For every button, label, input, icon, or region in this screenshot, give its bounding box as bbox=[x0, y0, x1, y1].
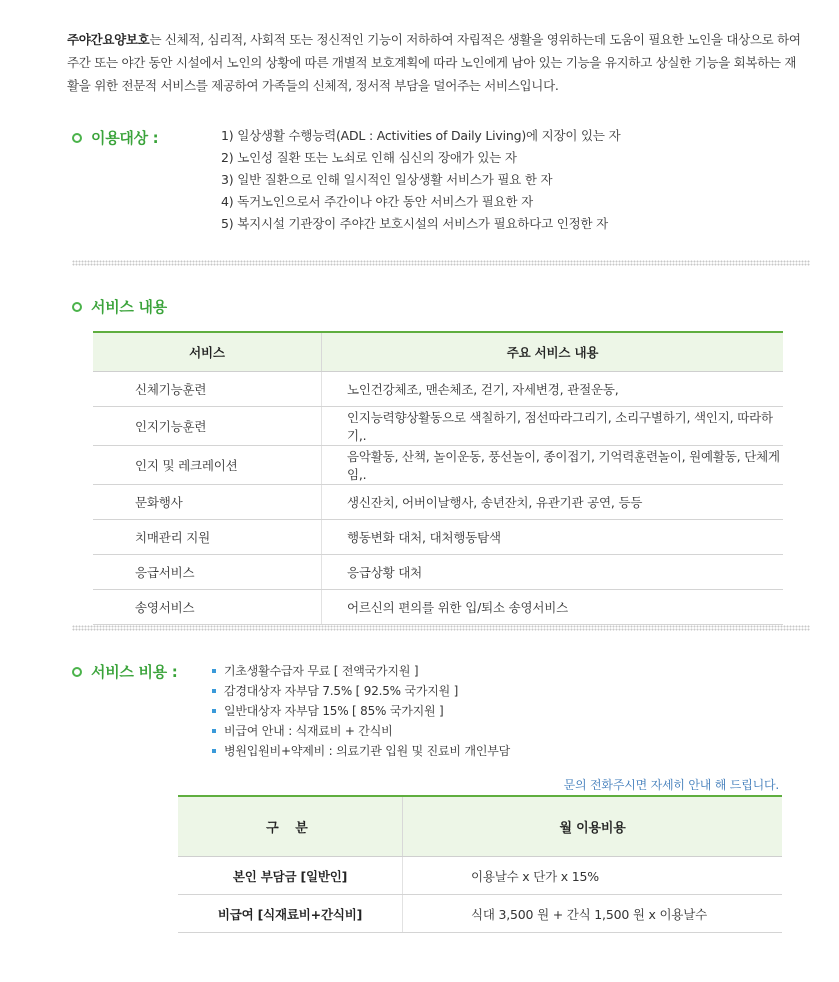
target-item: 2) 노인성 질환 또는 노쇠로 인해 심신의 장애가 있는 자 bbox=[221, 150, 517, 165]
cost-item-text: 감경대상자 자부담 7.5% [ 92.5% 국가지원 ] bbox=[224, 684, 459, 698]
square-bullet-icon bbox=[212, 669, 216, 673]
service-desc: 응급상황 대처 bbox=[322, 555, 784, 590]
table-row bbox=[93, 372, 783, 407]
table-row bbox=[178, 857, 782, 895]
square-bullet-icon bbox=[212, 709, 216, 713]
header-content: 주요 서비스 내용 bbox=[322, 332, 784, 372]
service-name: 송영서비스 bbox=[93, 590, 322, 625]
service-name: 인지기능훈련 bbox=[93, 407, 322, 446]
table-row bbox=[93, 407, 783, 446]
service-desc: 노인건강체조, 맨손체조, 걷기, 자세변경, 관절운동, bbox=[322, 372, 784, 407]
cost-item-text: 일반대상자 자부담 15% [ 85% 국가지원 ] bbox=[224, 704, 444, 718]
list-item bbox=[212, 701, 510, 721]
intro-paragraph bbox=[67, 28, 807, 97]
cost-title-text: 서비스 비용 : bbox=[91, 663, 178, 681]
dotted-divider bbox=[72, 625, 810, 631]
cost-item-text: 병원입원비+약제비 : 의료기관 입원 및 진료비 개인부담 bbox=[224, 744, 511, 758]
cost-section-title bbox=[72, 661, 178, 682]
services-table bbox=[93, 331, 783, 625]
service-desc: 음악활동, 산책, 놀이운동, 풍선놀이, 종이접기, 기억력훈련놀이, 원예활동, 단체게임,. bbox=[322, 446, 784, 485]
target-list bbox=[221, 125, 620, 235]
fee-formula: 식대 3,500 원 + 간식 1,500 원 x 이용날수 bbox=[403, 895, 783, 933]
service-desc: 어르신의 편의를 위한 입/퇴소 송영서비스 bbox=[322, 590, 784, 625]
fee-category: 본인 부담금 [일반인] bbox=[178, 857, 403, 895]
square-bullet-icon bbox=[212, 749, 216, 753]
cost-list bbox=[212, 661, 510, 761]
service-name: 신체기능훈련 bbox=[93, 372, 322, 407]
list-item bbox=[212, 661, 510, 681]
services-title-text: 서비스 내용 bbox=[91, 298, 167, 316]
target-item: 5) 복지시설 기관장이 주야간 보호시설의 서비스가 필요하다고 인정한 자 bbox=[221, 216, 608, 231]
target-item: 4) 독거노인으로서 주간이나 야간 동안 서비스가 필요한 자 bbox=[221, 194, 533, 209]
table-row bbox=[93, 446, 783, 485]
table-row bbox=[93, 590, 783, 625]
square-bullet-icon bbox=[212, 689, 216, 693]
header-service: 서비스 bbox=[93, 332, 322, 372]
table-row bbox=[93, 555, 783, 590]
cost-item-text: 기초생활수급자 무료 [ 전액국가지원 ] bbox=[224, 664, 419, 678]
fee-formula: 이용날수 x 단가 x 15% bbox=[403, 857, 783, 895]
target-section-title bbox=[72, 127, 158, 148]
circle-bullet-icon bbox=[72, 302, 82, 312]
service-desc: 행동변화 대처, 대처행동탐색 bbox=[322, 520, 784, 555]
circle-bullet-icon bbox=[72, 133, 82, 143]
circle-bullet-icon bbox=[72, 667, 82, 677]
table-header-row bbox=[93, 332, 783, 372]
table-row bbox=[178, 895, 782, 933]
cost-item-text: 비급여 안내 : 식재료비 + 간식비 bbox=[224, 724, 393, 738]
service-name: 인지 및 레크레이션 bbox=[93, 446, 322, 485]
intro-text: 는 신체적, 심리적, 사회적 또는 정신적인 기능이 저하하여 자립적은 생활을 영위하는데 도움이 필요한 노인을 대상으로 하여 주간 또는 야간 동안 시설에서 노인의 상황에 따른 개별적 보호계획에 따라 노인에게 남아 있는 기능을 유지하고 상실한 기능을 회복하는 재활을 위한 전문적 서비스를 제공하여 가족들의 신체적, 정서적 부담을 덜어주는 서비스입니다. bbox=[67, 32, 801, 93]
target-item: 1) 일상생활 수행능력(ADL : Activities of Daily Living)에 지장이 있는 자 bbox=[221, 128, 621, 143]
intro-bold-term: 주야간요양보호 bbox=[67, 32, 150, 47]
service-desc: 인지능력향상활동으로 색칠하기, 점선따라그리기, 소리구별하기, 색인지, 따라하기,. bbox=[322, 407, 784, 446]
service-name: 치매관리 지원 bbox=[93, 520, 322, 555]
table-row bbox=[93, 520, 783, 555]
header-category: 구 분 bbox=[178, 796, 403, 857]
header-monthly-cost: 월 이용비용 bbox=[403, 796, 783, 857]
list-item bbox=[212, 741, 510, 761]
contact-note: 문의 전화주시면 자세히 안내 해 드립니다. bbox=[563, 778, 779, 792]
dotted-divider bbox=[72, 260, 810, 266]
service-desc: 생신잔치, 어버이날행사, 송년잔치, 유관기관 공연, 등등 bbox=[322, 485, 784, 520]
target-title-text: 이용대상 : bbox=[91, 129, 159, 147]
list-item bbox=[212, 681, 510, 701]
service-name: 문화행사 bbox=[93, 485, 322, 520]
fee-table bbox=[178, 795, 782, 933]
target-item: 3) 일반 질환으로 인해 일시적인 일상생활 서비스가 필요 한 자 bbox=[221, 172, 553, 187]
table-row bbox=[93, 485, 783, 520]
service-name: 응급서비스 bbox=[93, 555, 322, 590]
square-bullet-icon bbox=[212, 729, 216, 733]
services-section-title bbox=[72, 296, 167, 317]
fee-category: 비급여 [식재료비+간식비] bbox=[178, 895, 403, 933]
table-header-row bbox=[178, 796, 782, 857]
list-item bbox=[212, 721, 510, 741]
